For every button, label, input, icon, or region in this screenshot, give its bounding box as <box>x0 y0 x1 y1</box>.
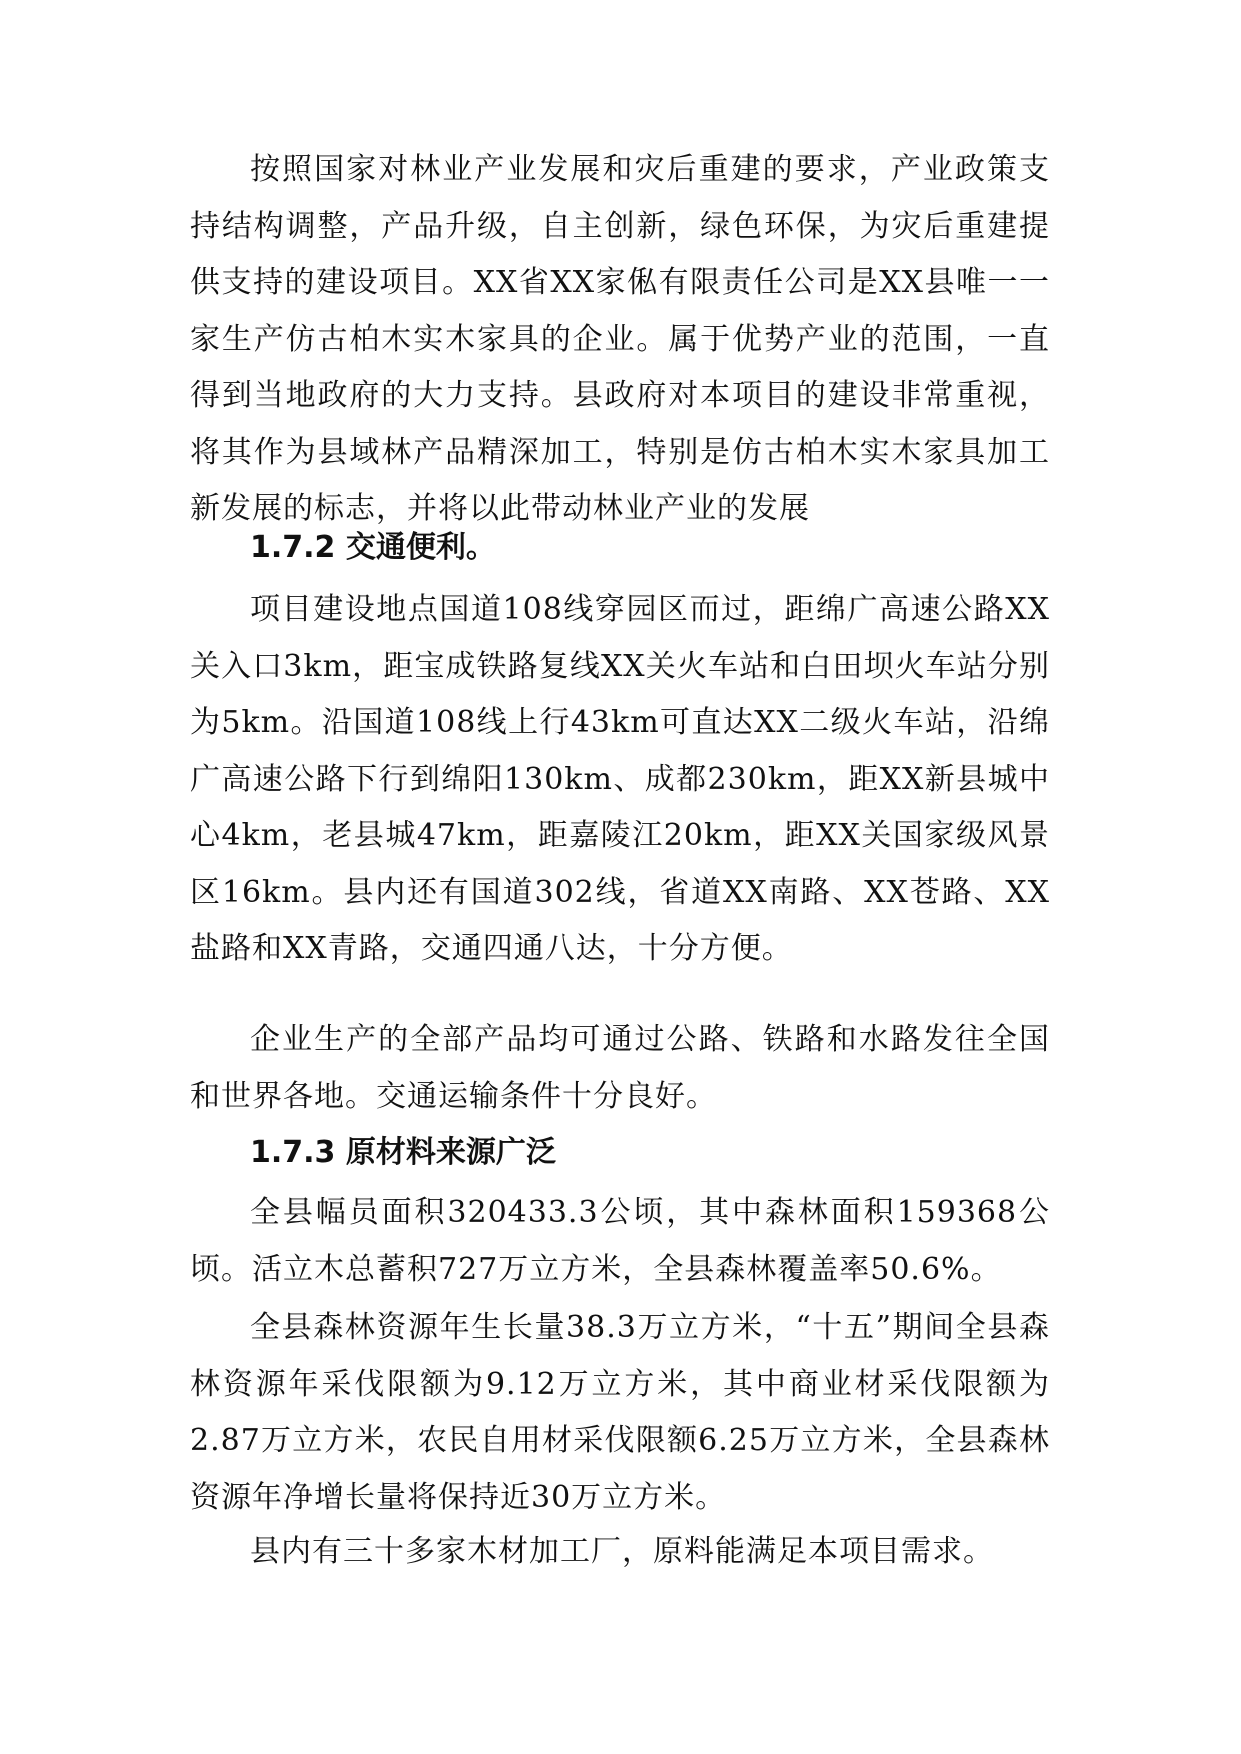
section-heading-1-7-3: 1.7.3 原材料来源广泛 <box>250 1135 556 1170</box>
intro-paragraph: 按照国家对林业产业发展和灾后重建的要求，产业政策支持结构调整，产品升级，自主创新，绿色环保，为灾后重建提供支持的建设项目。XX省XX家俬有限责任公司是XX县唯一一家生产仿古柏木实木家具的企业。属于优势产业的范围，一直得到当地政府的大力支持。县政府对本项目的建设非常重视，将其作为县域林产品精深加工，特别是仿古柏木实木家具加工新发展的标志，并将以此带动林业产业的发展 <box>190 152 1050 526</box>
factory-paragraph: 县内有三十多家木材加工厂，原料能满足本项目需求。 <box>250 1534 994 1569</box>
section-heading-1-7-2: 1.7.2 交通便利。 <box>250 530 496 565</box>
area-paragraph: 全县幅员面积320433.3公顷，其中森林面积159368公顷。活立木总蓄积727万立方米，全县森林覆盖率50.6%。 <box>190 1195 1050 1287</box>
transport-paragraph: 项目建设地点国道108线穿园区而过，距绵广高速公路XX关入口3km，距宝成铁路复线XX关火车站和白田坝火车站分别为5km。沿国道108线上行43km可直达XX二级火车站，沿绵广高速公路下行到绵阳130km、成都230km，距XX新县城中心4km，老县城47km，距嘉陵江20km，距XX关国家级风景区16km。县内还有国道302线，省道XX南路、XX苍路、XX盐路和XX青路，交通四通八达，十分方便。 <box>190 592 1050 966</box>
growth-paragraph: 全县森林资源年生长量38.3万立方米，“十五”期间全县森林资源年采伐限额为9.12万立方米，其中商业材采伐限额为2.87万立方米，农民自用材采伐限额6.25万立方米，全县森林资源年净增长量将保持近30万立方米。 <box>190 1310 1050 1515</box>
products-paragraph: 企业生产的全部产品均可通过公路、铁路和水路发往全国和世界各地。交通运输条件十分良好。 <box>190 1022 1050 1114</box>
